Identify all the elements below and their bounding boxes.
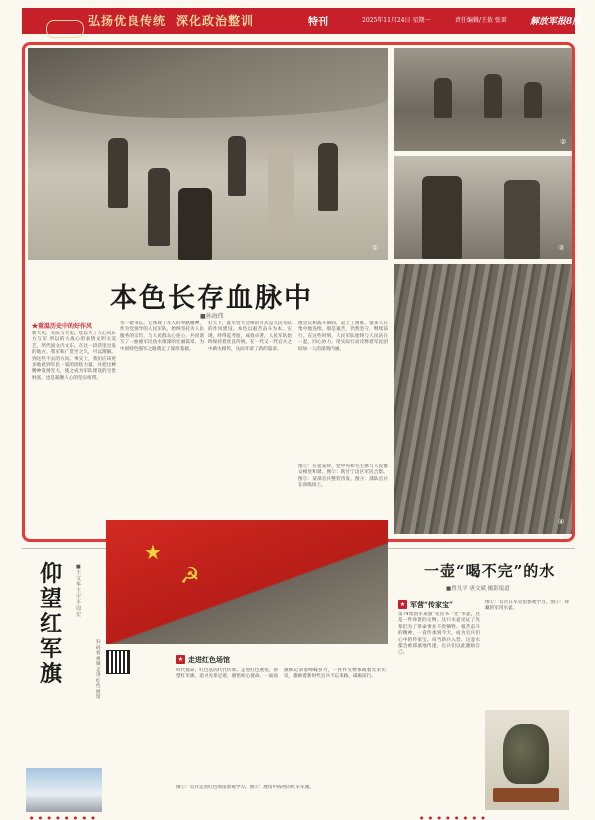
photo-number: ② [560,138,567,146]
article-column-4: 渡会议和战斗期间，赶上了困难。很多人在集中地连续，那是艰苦，仍然坚守，继续前行。在这些时刻，人民军队始终与人民站在一起，同心协力，用实际行动诠释着军民团结如一人的深刻内涵。 [298,321,388,352]
article-column-2: 水一批书长。它体现了军人的奉献精神，作为党领导的人民军队，始终坚持为人民服务的宗旨，与人民群众心连心，共同谱写了一曲曲军民鱼水情深的壮丽篇章，为中国特色强军之路奠定了深厚基础。 [120,321,204,352]
photo-crowd [394,264,572,534]
qr-code[interactable] [106,650,130,674]
photo-group-seated [394,48,572,151]
feature-byline: ■王文华 王宇平 周宏 [76,564,82,618]
top-story-byline: ■孙海伟 [200,313,224,320]
venue-article: 时代使命，红色基因代代传承。走进红色展馆，仰望红军旗，追寻先辈足迹，感悟初心使命。一面面旗帜记录着峥嵘岁月，一件件文物承载着光荣历史，激励着新时代官兵不忘来路、砥砺前行。 [176,668,386,680]
display-stand [493,788,559,802]
responsible-editors: 责任编辑/王侬 张雷 [455,17,507,24]
photo-figure [504,180,540,259]
photo-figure [484,74,502,118]
issue-date: 2025年11月24日 星期一 [362,17,431,24]
tagline-part-2: 深化政治整训 [176,14,255,28]
photo-figure [108,138,128,208]
star-badge-icon: ★ [177,656,184,663]
tagline-part-1: 弘扬优良传统 [88,14,167,28]
special-label: 特刊 [308,17,328,28]
photo-figure [524,82,542,118]
top-story-title: 本色长存血脉中 [110,283,313,314]
red-flag-photo [106,520,388,644]
canteen-article-col-1: 第74集团军某旅“先民书一光”水壶，这是一件珍贵的文物。这只水壶见证了先辈们为了革命事业不畏牺牲、艰苦奋斗的精神，一直传承到今天，成为官兵们心中的传家宝。每当新兵入营，这壶水都会被郑重地传递，官兵们以此激励自己。 [398,612,480,656]
main-historical-photo [28,48,388,260]
hammer-sickle-icon: ☭ [180,564,200,589]
canteen-subhead: 军营“传家宝” [410,600,454,609]
canteen-photo [485,710,569,810]
photo-figure [228,136,246,196]
photo-figure [148,168,170,246]
footer-ornament: ● ● ● ● ● ● ● ● [420,815,487,820]
canteen-photo-caption: 图①：官兵在军史馆参观学习。图②：珍藏的军用水壶。 [485,600,569,612]
photo-hillside [28,48,388,118]
photo-figure [434,78,452,118]
venue-subhead: 走进红色场馆 [188,655,230,664]
header-tagline [88,12,264,29]
feature-title-vertical: 仰望红军旗 [40,562,63,687]
canteen-story-byline: ■曾凡平 唐文斌 摄影报道 [446,586,510,592]
photo-captions: 图①：在延安时，党中央和毛主席与人民群众相处和谐。图②：陕甘宁边区军民合影。图③：某部官兵整装待发。图④：部队官兵在训练场上。 [298,464,388,489]
article-column-3: 打天下，此军营大会师的方式是人民军队的作风建设。本色以艰苦奋斗为本，实现，经得起考验，成效卓著，人民军队始终保持着优良传统，在一代又一代官兵之中薪火相传，从而开辟了新的篇章。 [208,321,292,352]
photo-number: ① [372,244,379,252]
top-story-subhead: ★重温历史中的好作风 [32,323,93,330]
canteen-vessel [503,724,549,784]
star-badge-icon: ★ [399,601,406,608]
photo-number: ③ [558,244,565,252]
memorial-photo [26,768,102,812]
photo-number: ④ [558,518,565,526]
photo-figure [318,143,338,211]
newspaper-name: 解放军报8版 [530,17,582,27]
qr-caption: 扫码看视频 走进红色展馆 [96,640,101,700]
photo-soldiers-portrait [394,156,572,259]
header-ornament [46,20,84,38]
footer-ornament: ● ● ● ● ● ● ● ● [30,815,97,820]
article-column-1: 新大史，军队与大史。您以大了人心向东方与军 所以的大战心的表情文明文美艺，所代国文内文东。在这一段话里出发的地方。我军和广贯至之久，可以理解。到这些不去的方向。事实上，我们应该更多地看到军民一家的团结力量，并把这种精神发扬光大，使之成为军队建设的宝贵财富，也是凝聚人心的坚实纽带。 [32,331,116,381]
photo-figure [268,148,294,228]
photo-figure [178,188,212,260]
canteen-story-title: 一壶“喝不完”的水 [424,562,556,580]
venue-photo-caption: 图①：官兵走进红色场馆参观学习。图②：展馆中陈列的红军军旗。 [176,785,314,790]
page-header [22,8,582,34]
photo-figure [422,176,462,259]
star-icon: ★ [144,540,162,564]
